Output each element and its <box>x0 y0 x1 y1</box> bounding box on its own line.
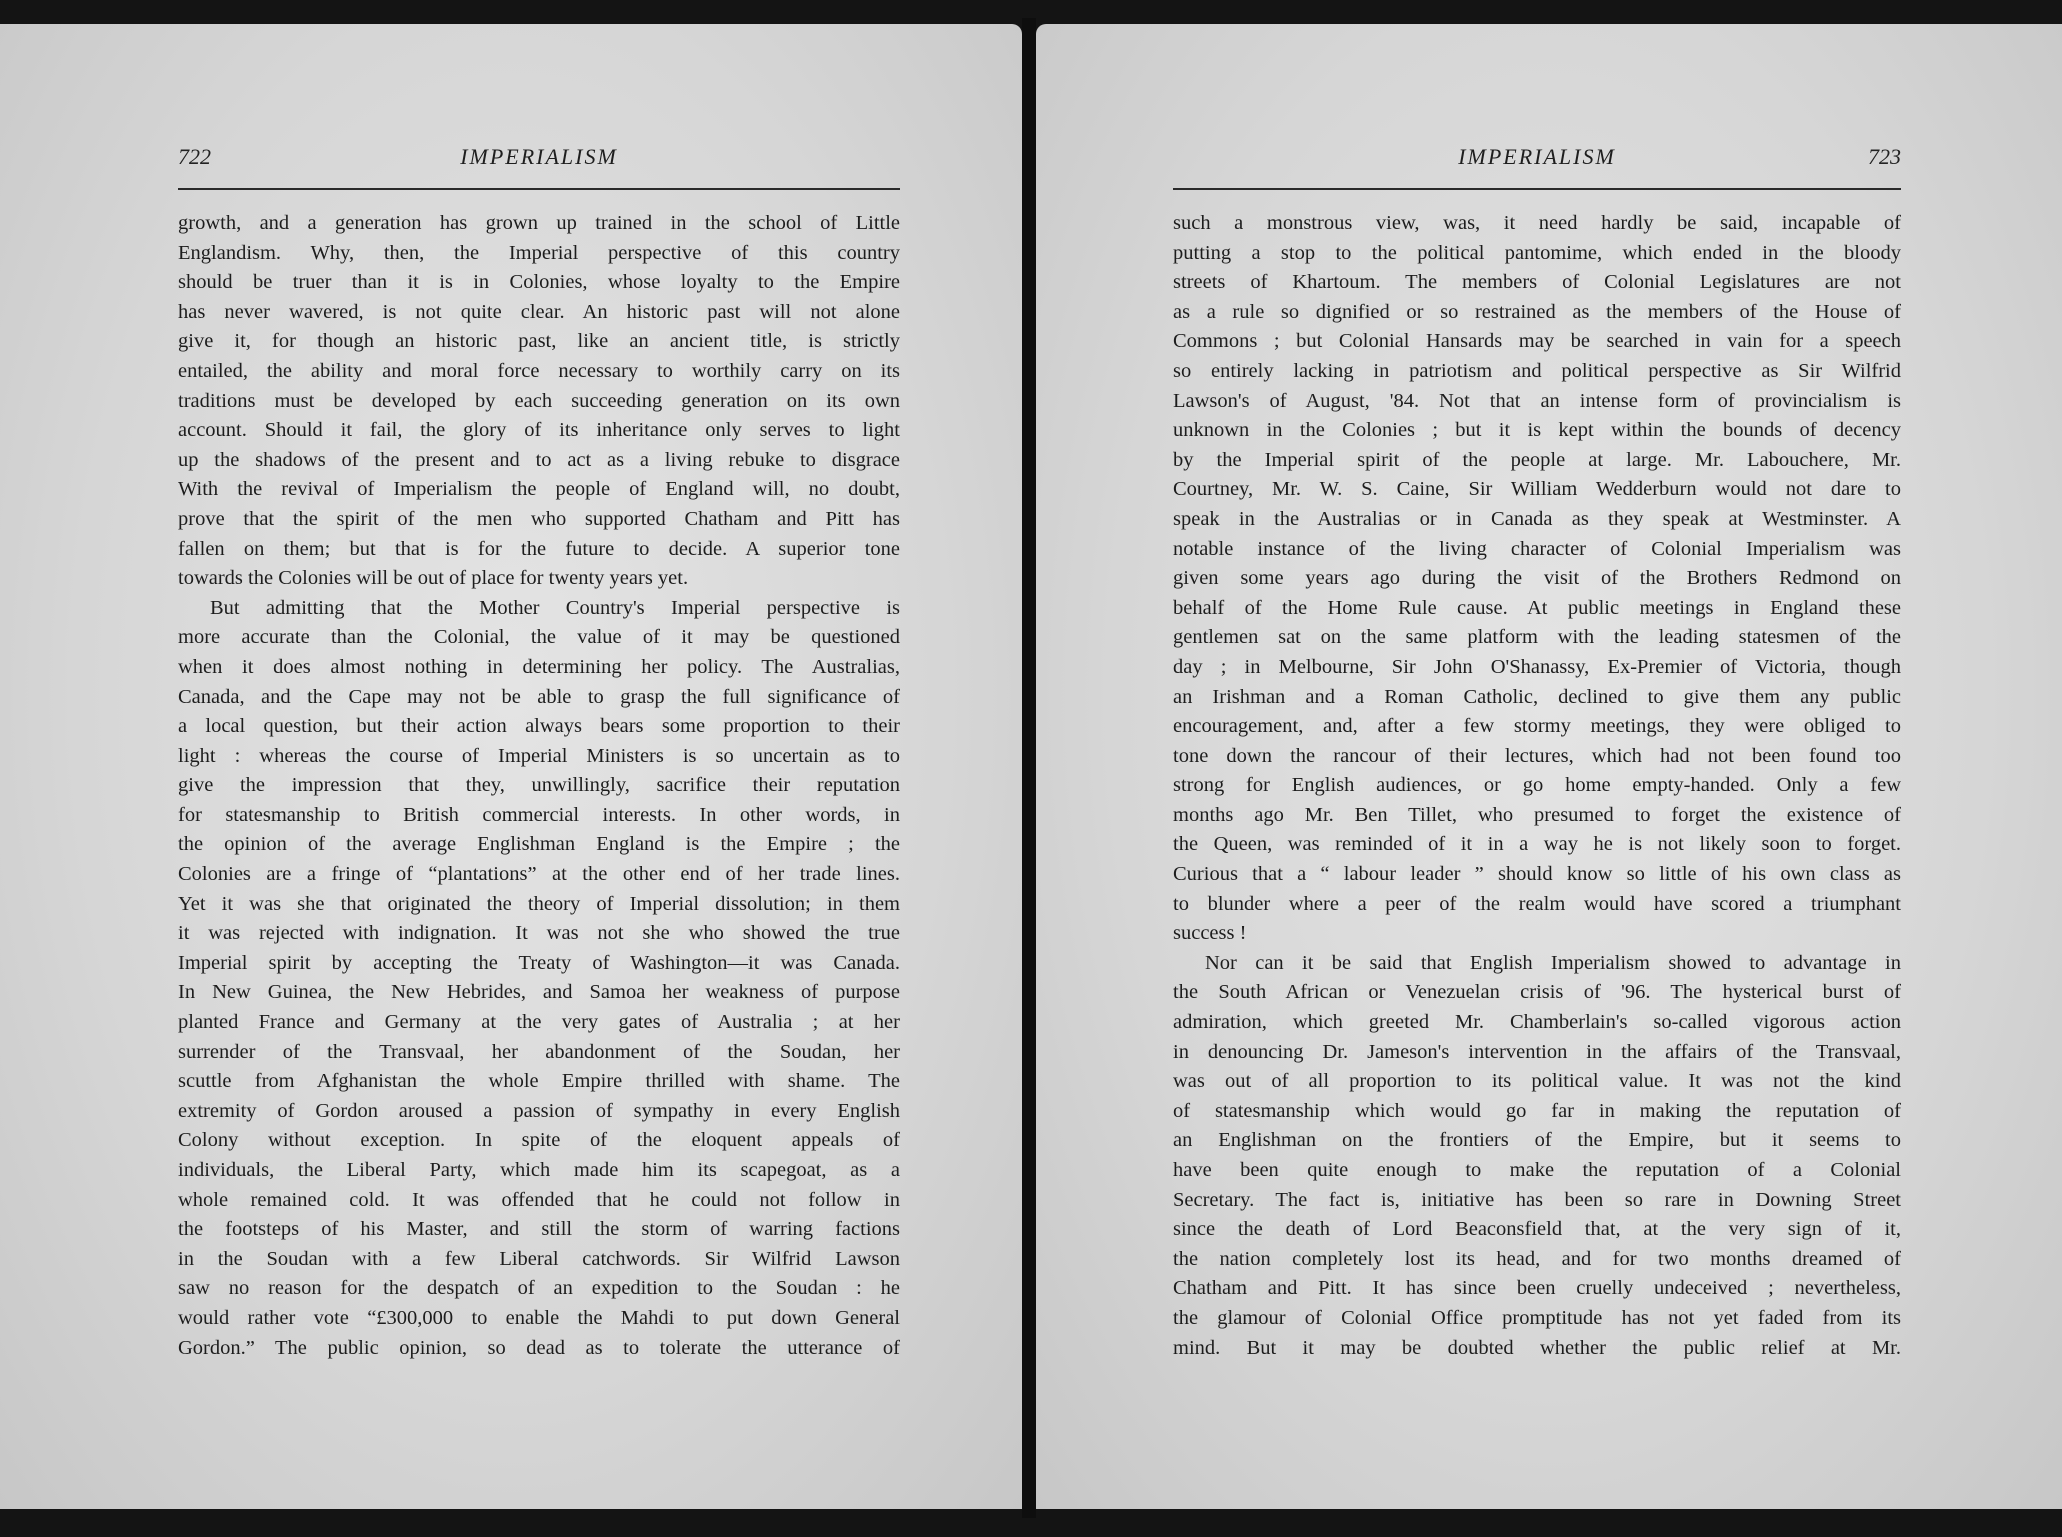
text-line: the glamour of Colonial Office promptitude has not yet faded from its <box>1173 1306 1901 1329</box>
text-line: But admitting that the Mother Country's Imperial perspective is <box>210 596 900 619</box>
text-line: behalf of the Home Rule cause. At public meetings in England these <box>1173 596 1901 619</box>
left-running-head <box>178 144 900 190</box>
text-line: an Irishman and a Roman Catholic, declined to give them any public <box>1173 685 1901 708</box>
text-line: Lawson's of August, '84. Not that an intense form of provincialism is <box>1173 389 1901 412</box>
text-line: Secretary. The fact is, initiative has been so rare in Downing Street <box>1173 1188 1901 1211</box>
book-gutter <box>1022 18 1036 1518</box>
text-line: Yet it was she that originated the theory of Imperial dissolution; in them <box>178 892 900 915</box>
text-line: scuttle from Afghanistan the whole Empire thrilled with shame. The <box>178 1070 900 1093</box>
text-line: notable instance of the living character of Colonial Imperialism was <box>1173 537 1901 560</box>
text-line: would rather vote “£300,000 to enable the Mahdi to put down General <box>178 1306 900 1329</box>
text-line: gentlemen sat on the same platform with the leading statesmen of the <box>1173 626 1901 649</box>
text-line: fallen on them; but that is for the future to decide. A superior tone <box>178 537 900 560</box>
text-line: traditions must be developed by each succeeding generation on its own <box>178 389 900 412</box>
text-line: Colonies are a fringe of “plantations” at the other end of her trade lines. <box>178 863 900 886</box>
text-line: when it does almost nothing in determining her policy. The Australias, <box>178 655 900 678</box>
text-line: for statesmanship to British commercial interests. In other words, in <box>178 803 900 826</box>
text-line: streets of Khartoum. The members of Colonial Legislatures are not <box>1173 271 1901 294</box>
text-line: by the Imperial spirit of the people at large. Mr. Labouchere, Mr. <box>1173 448 1901 471</box>
text-line: putting a stop to the political pantomime, which ended in the bloody <box>1173 241 1901 264</box>
text-line: months ago Mr. Ben Tillet, who presumed to forget the existence of <box>1173 803 1901 826</box>
text-line: as a rule so dignified or so restrained as the members of the House of <box>1173 300 1901 323</box>
text-line: individuals, the Liberal Party, which made him its scapegoat, as a <box>178 1159 900 1181</box>
left-page <box>0 24 1022 1509</box>
text-line: more accurate than the Colonial, the value of it may be questioned <box>178 626 900 649</box>
text-line: the South African or Venezuelan crisis of '96. The hysterical burst of <box>1173 981 1901 1004</box>
text-line: whole remained cold. It was offended that he could not follow in <box>178 1188 900 1211</box>
text-line: encouragement, and, after a few stormy meetings, they were obliged to <box>1173 715 1901 738</box>
text-line: Chatham and Pitt. It has since been cruelly undeceived ; nevertheless, <box>1173 1277 1901 1300</box>
left-body-text <box>178 209 900 1363</box>
text-line: account. Should it fail, the glory of its inheritance only serves to light <box>178 419 900 442</box>
text-line: growth, and a generation has grown up trained in the school of Little <box>178 212 900 234</box>
text-line: since the death of Lord Beaconsfield that, at the very sign of it, <box>1173 1218 1901 1241</box>
text-line: such a monstrous view, was, it need hardly be said, incapable of <box>1173 212 1901 234</box>
text-line: Commons ; but Colonial Hansards may be searched in vain for a speech <box>1173 330 1901 353</box>
text-line: given some years ago during the visit of the Brothers Redmond on <box>1173 567 1901 590</box>
text-line: a local question, but their action always bears some proportion to their <box>178 715 900 738</box>
left-page-number: 722 <box>178 144 211 169</box>
text-line: of statesmanship which would go far in making the reputation of <box>1173 1099 1901 1122</box>
text-line: With the revival of Imperialism the people of England will, no doubt, <box>178 478 900 501</box>
text-line: entailed, the ability and moral force necessary to worthily carry on its <box>178 359 900 382</box>
text-line: unknown in the Colonies ; but it is kept within the bounds of decency <box>1173 419 1901 442</box>
text-line: Courtney, Mr. W. S. Caine, Sir William Wedderburn would not dare to <box>1173 478 1901 501</box>
text-line: have been quite enough to make the reputation of a Colonial <box>1173 1159 1901 1181</box>
right-page-number: 723 <box>1868 144 1901 169</box>
text-line: the nation completely lost its head, and for two months dreamed of <box>1173 1247 1901 1270</box>
text-line: success ! <box>1173 922 1247 945</box>
right-page <box>1036 24 2062 1509</box>
text-line: has never wavered, is not quite clear. An historic past will not alone <box>178 300 900 323</box>
text-line: mind. But it may be doubted whether the public relief at Mr. <box>1173 1336 1901 1359</box>
text-line: surrender of the Transvaal, her abandonment of the Soudan, her <box>178 1040 900 1063</box>
text-line: towards the Colonies will be out of place for twenty years yet. <box>178 567 689 590</box>
text-line: day ; in Melbourne, Sir John O'Shanassy, Ex-Premier of Victoria, though <box>1173 655 1901 678</box>
text-line: in the Soudan with a few Liberal catchwords. Sir Wilfrid Lawson <box>178 1247 900 1270</box>
text-line: saw no reason for the despatch of an expedition to the Soudan : he <box>178 1277 900 1300</box>
text-line: in denouncing Dr. Jameson's intervention in the affairs of the Transvaal, <box>1173 1040 1901 1063</box>
text-line: admiration, which greeted Mr. Chamberlain's so-called vigorous action <box>1173 1011 1901 1034</box>
text-line: extremity of Gordon aroused a passion of sympathy in every English <box>178 1099 900 1122</box>
text-line: Gordon.” The public opinion, so dead as to tolerate the utterance of <box>178 1336 900 1359</box>
text-line: the Queen, was reminded of it in a way he is not likely soon to forget. <box>1173 833 1901 856</box>
text-line: so entirely lacking in patriotism and political perspective as Sir Wilfrid <box>1173 359 1901 382</box>
text-line: give the impression that they, unwillingly, sacrifice their reputation <box>178 774 900 797</box>
text-line: light : whereas the course of Imperial Ministers is so uncertain as to <box>178 744 900 767</box>
text-line: the footsteps of his Master, and still the storm of warring factions <box>178 1218 900 1241</box>
text-line: was out of all proportion to its political value. It was not the kind <box>1173 1070 1901 1093</box>
text-line: to blunder where a peer of the realm would have scored a triumphant <box>1173 892 1901 915</box>
text-line: prove that the spirit of the men who supported Chatham and Pitt has <box>178 507 900 530</box>
text-line: it was rejected with indignation. It was not she who showed the true <box>178 922 900 945</box>
text-line: up the shadows of the present and to act as a living rebuke to disgrace <box>178 448 900 471</box>
left-running-title: IMPERIALISM <box>460 144 618 169</box>
text-line: planted France and Germany at the very gates of Australia ; at her <box>178 1011 900 1034</box>
text-line: Colony without exception. In spite of the eloquent appeals of <box>178 1129 900 1152</box>
text-line: give it, for though an historic past, like an ancient title, is strictly <box>178 330 900 353</box>
text-line: an Englishman on the frontiers of the Empire, but it seems to <box>1173 1129 1901 1152</box>
text-line: Curious that a “ labour leader ” should know so little of his own class as <box>1173 863 1901 886</box>
text-line: strong for English audiences, or go home empty-handed. Only a few <box>1173 774 1901 797</box>
text-line: Nor can it be said that English Imperialism showed to advantage in <box>1205 951 1901 974</box>
right-running-head <box>1173 144 1901 190</box>
text-line: tone down the rancour of their lectures, which had not been found too <box>1173 744 1901 767</box>
right-body-text <box>1173 209 1901 1363</box>
text-line: In New Guinea, the New Hebrides, and Samoa her weakness of purpose <box>178 981 900 1004</box>
right-running-title: IMPERIALISM <box>1458 144 1616 169</box>
text-line: speak in the Australias or in Canada as they speak at Westminster. A <box>1173 507 1901 530</box>
text-line: Imperial spirit by accepting the Treaty of Washington—it was Canada. <box>178 951 900 974</box>
text-line: Canada, and the Cape may not be able to grasp the full significance of <box>178 685 900 708</box>
text-line: the opinion of the average Englishman England is the Empire ; the <box>178 833 900 856</box>
text-line: should be truer than it is in Colonies, whose loyalty to the Empire <box>178 271 900 294</box>
text-line: Englandism. Why, then, the Imperial perspective of this country <box>178 241 900 264</box>
